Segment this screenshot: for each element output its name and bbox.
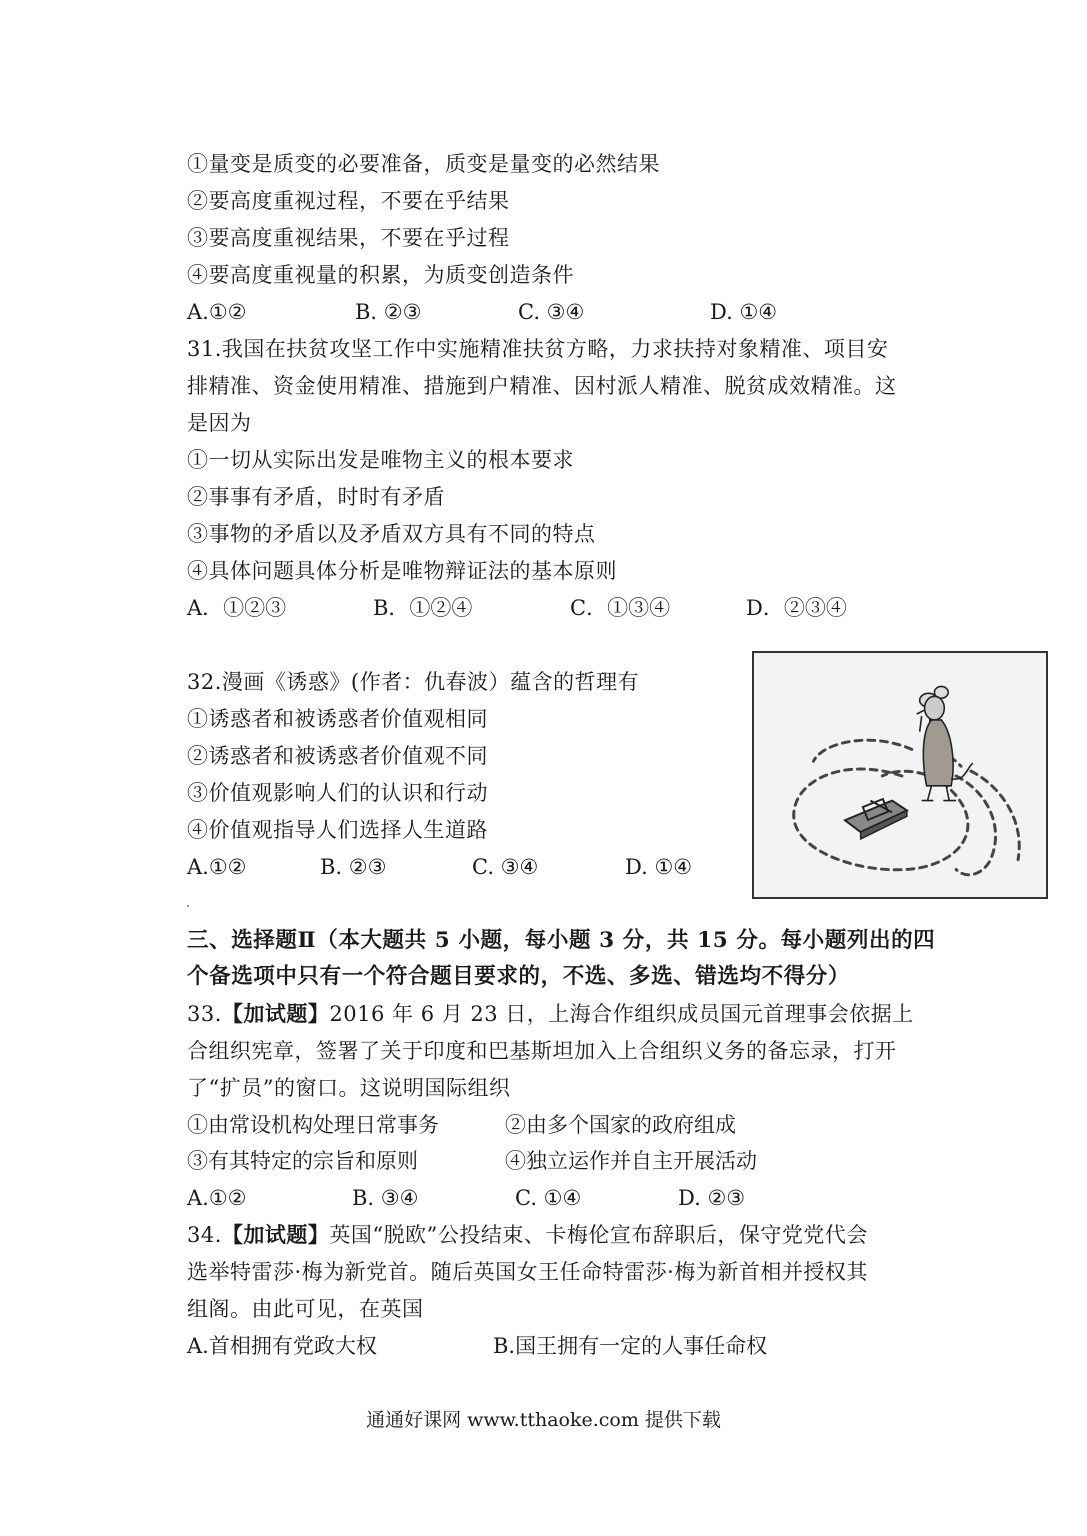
q30-statement-1: ①量变是质变的必要准备，质变是量变的必然结果 [187,152,660,176]
q33-option-d: D. ②③ [678,1186,746,1210]
q34-stem-rest: 英国“脱欧”公投结束、卡梅伦宣布辞职后，保守党党代会 [329,1223,868,1247]
q34-stem-line1 [187,1220,868,1250]
q34-option-a: A.首相拥有党政大权 [187,1334,377,1358]
q30-statement-2: ②要高度重视过程，不要在乎结果 [187,189,510,213]
q32-option-d: D. ①④ [625,855,693,879]
q30-option-b: B. ②③ [355,300,422,324]
q30-option-d: D. ①④ [710,300,778,324]
cartoon-drawing [754,653,1046,897]
section3-heading-line2: 个备选项中只有一个符合题目要求的，不选、多选、错选均不得分） [187,964,851,989]
scan-speck [187,905,189,907]
q33-statement-2: ②由多个国家的政府组成 [505,1113,736,1137]
q30-statement-4: ④要高度重视量的积累，为质变创造条件 [187,263,574,287]
q31-statement-2: ②事事有矛盾，时时有矛盾 [187,485,445,509]
mouse-trap-cartoon-icon [752,651,1048,899]
q31-stem-line1: 31.我国在扶贫攻坚工作中实施精准扶贫方略，力求扶持对象精准、项目安 [187,337,889,361]
q31-option-b: B．①②④ [373,596,473,620]
q34-stem-line2: 选举特雷莎·梅为新党首。随后英国女王任命特雷莎·梅为新首相并授权其 [187,1260,868,1284]
q31-option-c: C．①③④ [570,596,671,620]
mouse-figure-icon [917,686,973,800]
q30-statement-3: ③要高度重视结果，不要在乎过程 [187,226,510,250]
q33-option-a: A.①② [187,1186,247,1210]
q32-option-c: C. ③④ [472,855,539,879]
q31-option-a: A．①②③ [187,596,287,620]
q32-statement-2: ②诱惑者和被诱惑者价值观不同 [187,744,488,768]
q34-tag: 【加试题】 [221,1222,330,1247]
page-footer: 通通好课网 www.tthaoke.com 提供下载 [366,1409,721,1431]
q34-number: 34. [187,1223,222,1247]
q33-number: 33. [187,1002,222,1026]
q32-option-a: A.①② [187,855,247,879]
q33-statement-1: ①由常设机构处理日常事务 [187,1113,439,1137]
section3-heading-line1: 三、选择题Ⅱ（本大题共 5 小题，每小题 3 分，共 15 分。每小题列出的四 [187,928,936,953]
q34-option-b: B.国王拥有一定的人事任命权 [493,1334,768,1358]
q33-stem-rest: 2016 年 6 月 23 日，上海合作组织成员国元首理事会依据上 [329,1002,914,1026]
q31-stem-line2: 排精准、资金使用精准、措施到户精准、因村派人精准、脱贫成效精准。这 [187,374,897,398]
q33-tag: 【加试题】 [221,1001,330,1026]
q31-statement-3: ③事物的矛盾以及矛盾双方具有不同的特点 [187,522,596,546]
q34-stem-line3: 组阁。由此可见，在英国 [187,1297,424,1321]
q31-statement-1: ①一切从实际出发是唯物主义的根本要求 [187,448,574,472]
q33-option-c: C. ①④ [515,1186,582,1210]
q31-statement-4: ④具体问题具体分析是唯物辩证法的基本原则 [187,559,617,583]
q32-stem: 32.漫画《诱惑》(作者：仇春波）蕴含的哲理有 [187,670,640,694]
q33-stem-line2: 合组织宪章，签署了关于印度和巴基斯坦加入上合组织义务的备忘录，打开 [187,1039,897,1063]
q32-option-b: B. ②③ [320,855,387,879]
q31-option-d: D．②③④ [746,596,847,620]
q30-option-c: C. ③④ [518,300,585,324]
trap-icon [845,799,907,839]
q33-statement-3: ③有其特定的宗旨和原则 [187,1149,418,1173]
q33-stem-line3: 了“扩员”的窗口。这说明国际组织 [187,1076,511,1100]
q33-statement-4: ④独立运作并自主开展活动 [505,1149,757,1173]
q33-option-b: B. ③④ [352,1186,419,1210]
q32-statement-4: ④价值观指导人们选择人生道路 [187,818,488,842]
q32-statement-1: ①诱惑者和被诱惑者价值观相同 [187,707,488,731]
q33-stem-line1 [187,999,914,1029]
q31-stem-line3: 是因为 [187,411,252,435]
q32-statement-3: ③价值观影响人们的认识和行动 [187,781,488,805]
q30-option-a: A.①② [187,300,247,324]
